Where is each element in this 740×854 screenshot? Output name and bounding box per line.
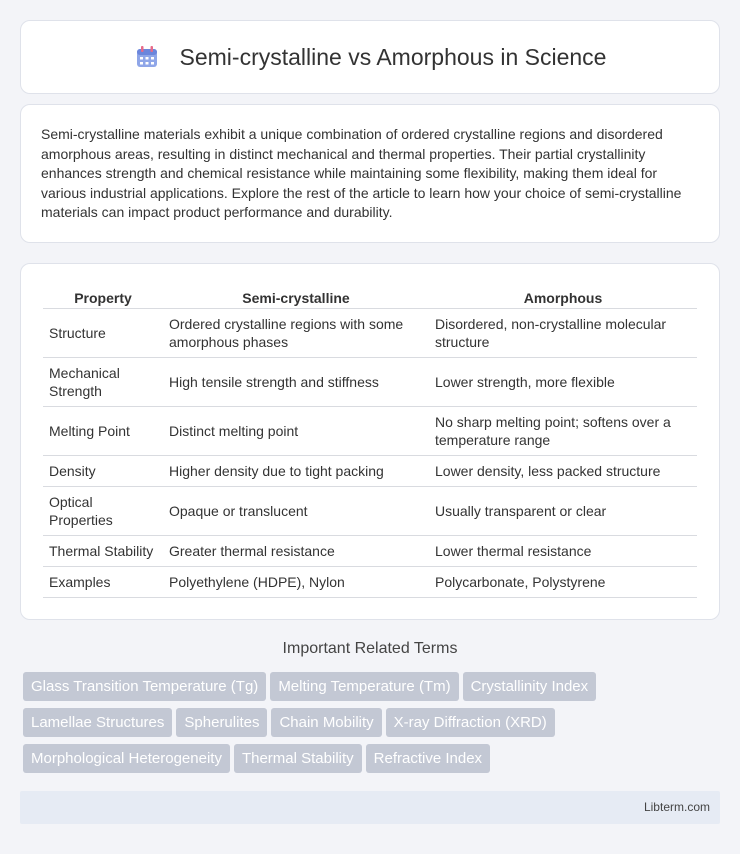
header-property: Property (43, 286, 163, 309)
cell-semi-crystalline: Opaque or translucent (163, 487, 429, 536)
cell-amorphous: Lower strength, more flexible (429, 358, 697, 407)
table-row (43, 567, 697, 598)
calendar-icon (134, 44, 160, 70)
term-tag[interactable]: Morphological Heterogeneity (23, 744, 230, 773)
cell-amorphous: Lower density, less packed structure (429, 456, 697, 487)
term-tag[interactable]: X-ray Diffraction (XRD) (386, 708, 555, 737)
term-tag[interactable]: Thermal Stability (234, 744, 362, 773)
cell-property: Melting Point (43, 407, 163, 456)
footer-site-link[interactable]: Libterm.com (643, 800, 710, 814)
cell-amorphous: Lower thermal resistance (429, 536, 697, 567)
cell-property: Structure (43, 309, 163, 358)
table-row (43, 358, 697, 407)
term-tag[interactable]: Glass Transition Temperature (Tg) (23, 672, 266, 701)
cell-semi-crystalline: Polyethylene (HDPE), Nylon (163, 567, 429, 598)
header-semi-crystalline: Semi-crystalline (163, 286, 429, 309)
cell-amorphous: Usually transparent or clear (429, 487, 697, 536)
comparison-table (43, 286, 697, 598)
term-tag[interactable]: Chain Mobility (271, 708, 381, 737)
term-tag[interactable]: Crystallinity Index (463, 672, 597, 701)
cell-property: Optical Properties (43, 487, 163, 536)
table-row (43, 407, 697, 456)
table-row (43, 487, 697, 536)
cell-amorphous: No sharp melting point; softens over a temperature range (429, 407, 697, 456)
related-terms-heading: Important Related Terms (282, 640, 458, 657)
intro-card (20, 104, 720, 243)
table-row (43, 456, 697, 487)
header-card (20, 20, 720, 94)
term-tag[interactable]: Spherulites (176, 708, 267, 737)
footer (20, 791, 720, 824)
cell-property: Density (43, 456, 163, 487)
cell-amorphous: Disordered, non-crystalline molecular structure (429, 309, 697, 358)
cell-property: Examples (43, 567, 163, 598)
table-row (43, 309, 697, 358)
cell-property: Thermal Stability (43, 536, 163, 567)
related-terms-list (23, 672, 723, 780)
header-amorphous: Amorphous (429, 286, 697, 309)
table-row (43, 536, 697, 567)
comparison-card (20, 263, 720, 620)
intro-text: Semi-crystalline materials exhibit a unique combination of ordered crystalline regions and disordered amorphous areas, resulting in distinct mechanical and thermal properties. Their partial crystallinity enhances strength and chemical resistance while maintaining some flexibility, making them ideal for various industrial applications. Explore the rest of the article to learn how your choice of semi-crystalline materials can impact product performance and durability. (41, 126, 682, 221)
term-tag[interactable]: Refractive Index (366, 744, 490, 773)
cell-semi-crystalline: Greater thermal resistance (163, 536, 429, 567)
cell-property: Mechanical Strength (43, 358, 163, 407)
cell-semi-crystalline: Distinct melting point (163, 407, 429, 456)
cell-amorphous: Polycarbonate, Polystyrene (429, 567, 697, 598)
cell-semi-crystalline: High tensile strength and stiffness (163, 358, 429, 407)
page-title: Semi-crystalline vs Amorphous in Science (179, 43, 607, 70)
cell-semi-crystalline: Ordered crystalline regions with some amorphous phases (163, 309, 429, 358)
term-tag[interactable]: Lamellae Structures (23, 708, 172, 737)
cell-semi-crystalline: Higher density due to tight packing (163, 456, 429, 487)
term-tag[interactable]: Melting Temperature (Tm) (270, 672, 458, 701)
